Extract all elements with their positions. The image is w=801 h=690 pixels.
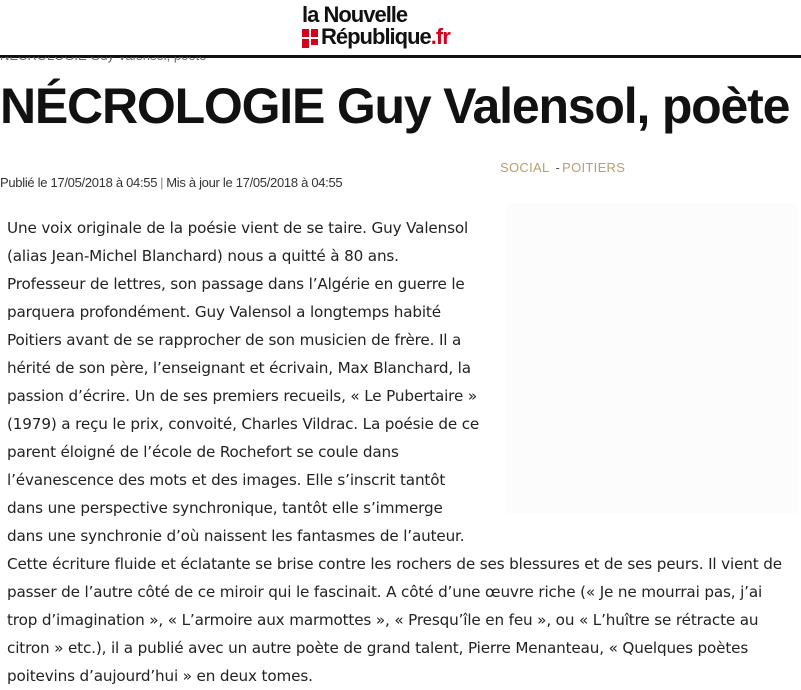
body-line: hérité de son père, l’enseignant et écrivain, Max Blanchard, la <box>7 359 471 377</box>
article-title: NÉCROLOGIE Guy Valensol, poète <box>0 78 790 134</box>
tag-poitiers[interactable]: POITIERS <box>562 160 626 175</box>
body-line: poitevins d’aujourd’hui » en deux tomes. <box>7 667 313 685</box>
article-tags <box>500 160 625 175</box>
article-dates <box>0 175 342 190</box>
body-line: citron » etc.), il a publié avec un autre poète de grand talent, Pierre Menanteau, « Quelques poètes <box>7 639 749 657</box>
body-line: Poitiers avant de se rapprocher de son musicien de frère. Il a <box>7 331 462 349</box>
logo-mark-icon <box>302 29 319 48</box>
site-header <box>0 0 801 57</box>
tag-separator: - <box>555 160 561 175</box>
body-line: dans une perspective synchronique, tantôt elle s’immerge <box>7 499 443 517</box>
updated-date: Mis à jour le 17/05/2018 à 04:55 <box>166 175 343 190</box>
body-line: parquera profondément. Guy Valensol a longtemps habité <box>7 303 441 321</box>
body-line: l’évanescence des mots et des images. Elle s’inscrit tantôt <box>7 471 446 489</box>
body-line: Professeur de lettres, son passage dans l’Algérie en guerre le <box>7 275 465 293</box>
logo-name: République <box>321 24 431 49</box>
body-line: trop d’imagination », « L’armoire aux marmottes », « Presqu’île en feu », ou « L’huître se rétracte au <box>7 611 759 629</box>
body-line: parent éloigné de l’école de Rochefort se coule dans <box>7 443 399 461</box>
date-separator: | <box>160 175 164 190</box>
site-logo[interactable] <box>302 3 482 53</box>
tag-social[interactable]: SOCIAL <box>500 160 550 175</box>
published-date: Publié le 17/05/2018 à 04:55 <box>0 175 158 190</box>
logo-text-line2 <box>321 25 450 49</box>
body-line: (1979) a reçu le prix, convoité, Charles Vildrac. La poésie de ce <box>7 415 480 433</box>
body-line: dans une synchronie d’où naissent les fantasmes de l’auteur. <box>7 527 465 545</box>
body-line: Cette écriture fluide et éclatante se brise contre les rochers de ses blessures et de ses peurs. Il vient de <box>7 555 782 573</box>
body-line: passer de l’autre côté de ce miroir qui le fascinait. A côté d’une œuvre riche (« Je ne mourrai pas, j’ai <box>7 583 763 601</box>
logo-text-line1: la Nouvelle <box>302 2 408 27</box>
body-line: (alias Jean-Michel Blanchard) nous a quitté à 80 ans. <box>7 247 399 265</box>
article-body <box>7 214 801 690</box>
body-line: Une voix originale de la poésie vient de se taire. Guy Valensol <box>7 219 469 237</box>
body-line: passion d’écrire. Un de ses premiers recueils, « Le Pubertaire » <box>7 387 477 405</box>
logo-tld: .fr <box>430 24 450 49</box>
